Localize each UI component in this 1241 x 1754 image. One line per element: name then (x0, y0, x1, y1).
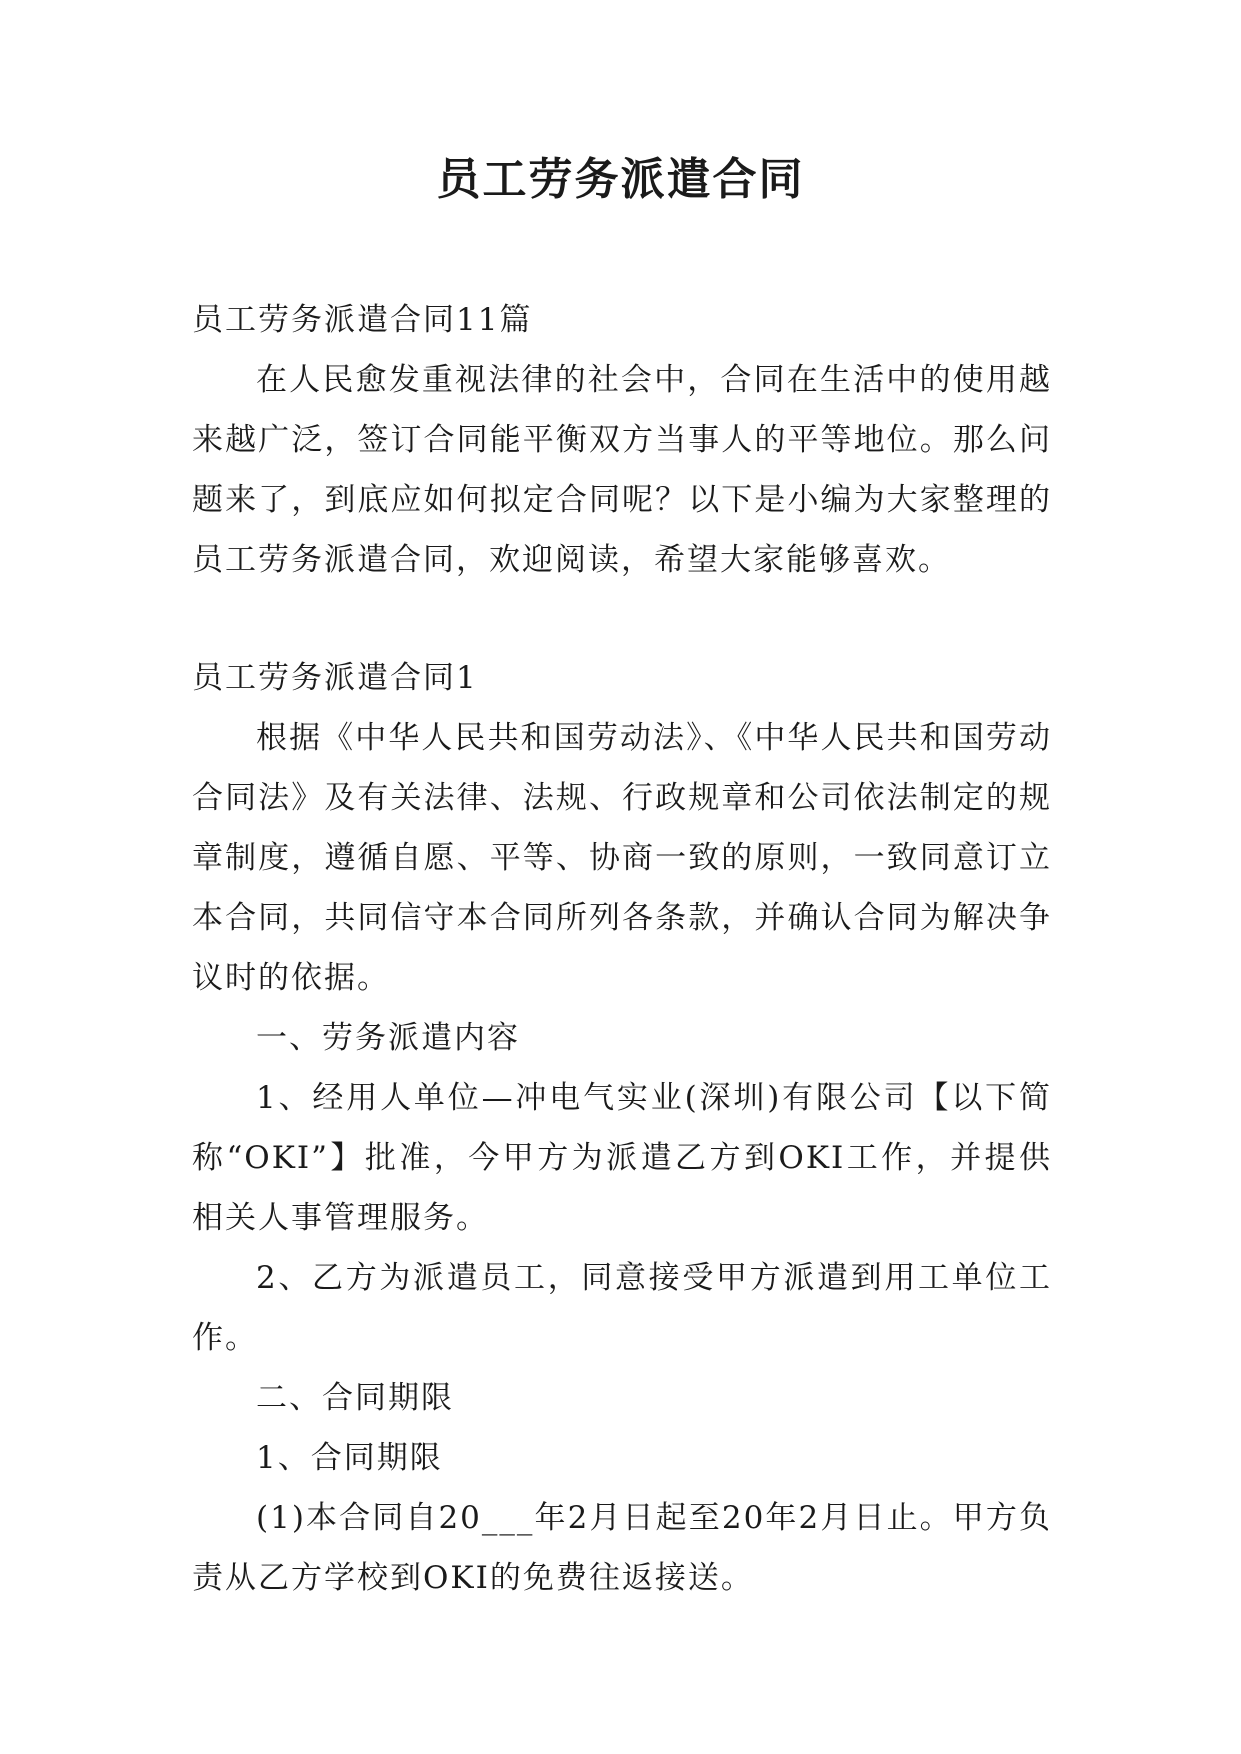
clause-heading: 一、劳务派遣内容 (256, 1020, 520, 1056)
clause-item: 2、乙方为派遣员工，同意接受甲方派遣到用工单位工作。 (192, 1260, 1052, 1356)
document-subtitle: 员工劳务派遣合同11篇 (192, 302, 533, 338)
intro-paragraph: 在人民愈发重视法律的社会中，合同在生活中的使用越来越广泛，签订合同能平衡双方当事人的平等地位。那么问题来了，到底应如何拟定合同呢？以下是小编为大家整理的员工劳务派遣合同，欢迎阅读，希望大家能够喜欢。 (192, 362, 1052, 578)
clause-subitem: (1)本合同自20___年2月日起至20年2月日止。甲方负责从乙方学校到OKI的免费往返接送。 (192, 1500, 1052, 1596)
section-paragraph: 根据《中华人民共和国劳动法》、《中华人民共和国劳动合同法》及有关法律、法规、行政规章和公司依法制定的规章制度，遵循自愿、平等、协商一致的原则，一致同意订立本合同，共同信守本合同所列各条款，并确认合同为解决争议时的依据。 (192, 720, 1052, 996)
document-title: 员工劳务派遣合同 (436, 154, 805, 205)
section-heading: 员工劳务派遣合同1 (192, 660, 478, 696)
clause-heading: 二、合同期限 (256, 1380, 454, 1416)
clause-item: 1、合同期限 (256, 1440, 443, 1476)
clause-item: 1、经用人单位—冲电气实业(深圳)有限公司【以下简称“OKI”】批准，今甲方为派遣乙方到OKI工作，并提供相关人事管理服务。 (192, 1080, 1052, 1236)
document-body (192, 290, 1052, 1608)
